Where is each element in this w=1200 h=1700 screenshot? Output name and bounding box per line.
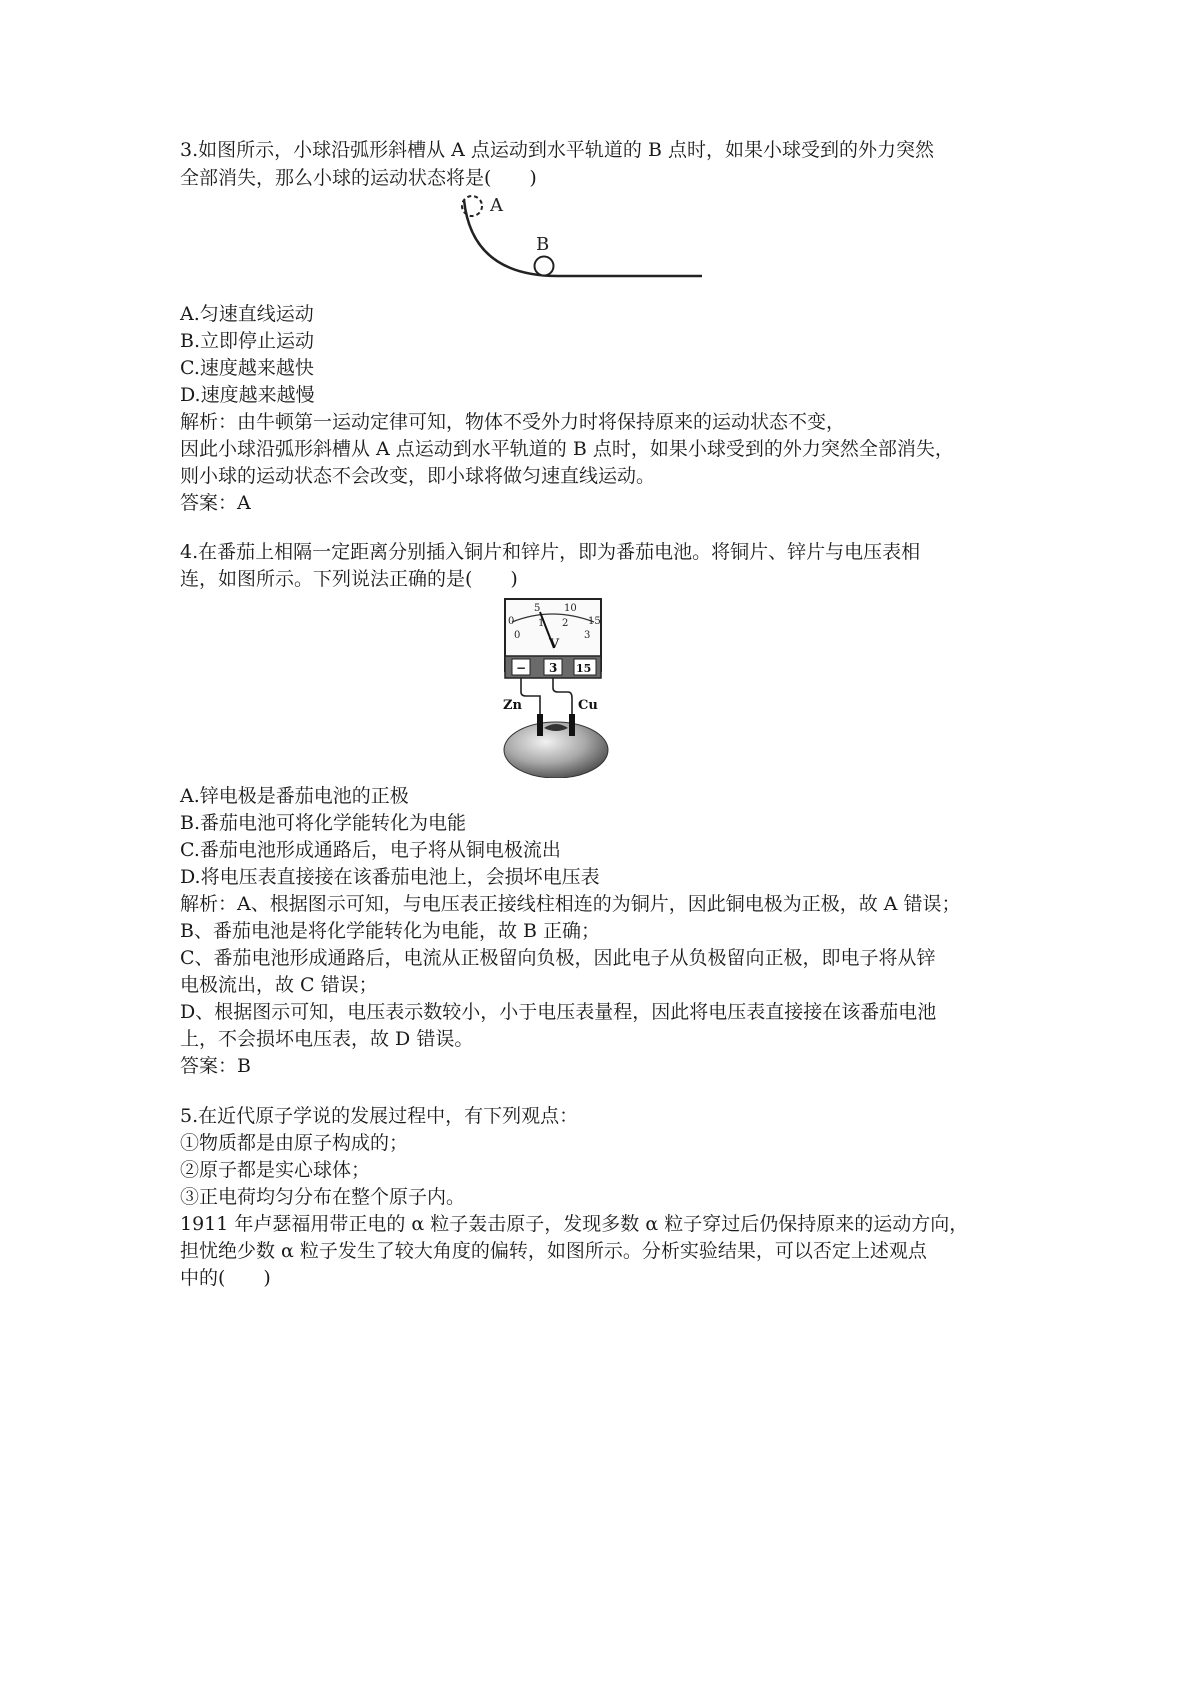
q4-analysis-line-2: B、番茄电池是将化学能转化为电能，故 B 正确； (180, 920, 601, 942)
q5-stem-line-1: 5.在近代原子学说的发展过程中，有下列观点： (180, 1105, 579, 1127)
q4-stem-line-1: 4.在番茄上相隔一定距离分别插入铜片和锌片，即为番茄电池。将铜片、锌片与电压表相 (180, 541, 921, 563)
ball-at-b (535, 257, 554, 276)
scale-top-10: 10 (564, 603, 577, 614)
q5-viewpoint-1: ①物质都是由原子构成的； (180, 1132, 409, 1154)
q3-stem-line-1: 3.如图所示，小球沿弧形斜槽从 A 点运动到水平轨道的 B 点时，如果小球受到的外力突然 (180, 139, 934, 161)
q3-option-a: A.匀速直线运动 (180, 303, 314, 325)
label-a: A (490, 195, 503, 216)
scale-bottom-3: 3 (584, 630, 591, 641)
q5-stem-line-7: 中的( ) (180, 1267, 271, 1289)
scale-bottom-0: 0 (514, 630, 521, 641)
scale-bottom-1: 1 (538, 618, 545, 629)
q4-option-a: A.锌电极是番茄电池的正极 (180, 785, 409, 807)
q5-stem-line-5: 1911 年卢瑟福用带正电的 α 粒子轰击原子，发现多数 α 粒子穿过后仍保持原来的运动方向， (180, 1213, 969, 1235)
voltmeter (505, 599, 601, 678)
label-zn: Zn (503, 698, 522, 713)
q4-option-d: D.将电压表直接接在该番茄电池上，会损坏电压表 (180, 866, 600, 888)
q4-analysis-line-5: D、根据图示可知，电压表示数较小，小于电压表量程，因此将电压表直接接在该番茄电池 (180, 1001, 937, 1023)
q4-analysis-line-4: 电极流出，故 C 错误； (180, 974, 378, 996)
q3-analysis-line-3: 则小球的运动状态不会改变，即小球将做匀速直线运动。 (180, 465, 656, 487)
q3-stem-line-2: 全部消失，那么小球的运动状态将是( ) (180, 167, 537, 189)
q4-tomato-battery-figure (500, 596, 670, 778)
scale-top-0: 0 (508, 616, 515, 627)
copper-plate (569, 714, 575, 736)
q4-answer: 答案：B (180, 1055, 251, 1077)
q3-analysis-line-2: 因此小球沿弧形斜槽从 A 点运动到水平轨道的 B 点时，如果小球受到的外力突然全部消失， (180, 438, 954, 460)
scale-top-15: 15 (588, 616, 601, 627)
q5-viewpoint-2: ②原子都是实心球体； (180, 1159, 371, 1181)
label-cu: Cu (578, 698, 598, 713)
q3-analysis-line-1: 解析：由牛顿第一运动定律可知，物体不受外力时将保持原来的运动状态不变， (180, 411, 846, 433)
q3-answer: 答案：A (180, 492, 251, 514)
meter-symbol: V (549, 637, 560, 652)
q5-viewpoint-3: ③正电荷均匀分布在整个原子内。 (180, 1186, 466, 1208)
terminal-3: 3 (549, 661, 558, 675)
scale-top-5: 5 (534, 603, 541, 614)
scale-bottom-2: 2 (562, 618, 569, 629)
label-b: B (536, 234, 550, 255)
zinc-plate (537, 714, 543, 736)
q3-option-b: B.立即停止运动 (180, 330, 315, 352)
q3-ramp-figure (440, 186, 710, 316)
q4-option-b: B.番茄电池可将化学能转化为电能 (180, 812, 467, 834)
wire-cu (553, 678, 572, 718)
wire-zn (521, 678, 540, 720)
q3-option-c: C.速度越来越快 (180, 357, 314, 379)
terminal-negative: − (516, 661, 527, 675)
q4-analysis-line-3: C、番茄电池形成通路后，电流从正极留向负极，因此电子从负极留向正极，即电子将从锌 (180, 947, 936, 969)
q3-option-d: D.速度越来越慢 (180, 384, 315, 406)
q4-stem-line-2: 连，如图所示。下列说法正确的是( ) (180, 568, 518, 590)
q5-stem-line-6: 担忧绝少数 α 粒子发生了较大角度的偏转，如图所示。分析实验结果，可以否定上述观点 (180, 1240, 927, 1262)
q4-option-c: C.番茄电池形成通路后，电子将从铜电极流出 (180, 839, 561, 861)
q4-analysis-line-6: 上，不会损坏电压表，故 D 错误。 (180, 1028, 474, 1050)
terminal-15: 15 (576, 662, 592, 675)
q4-analysis-line-1: 解析：A、根据图示可知，与电压表正接线柱相连的为铜片，因此铜电极为正极，故 A 错误； (180, 893, 961, 915)
